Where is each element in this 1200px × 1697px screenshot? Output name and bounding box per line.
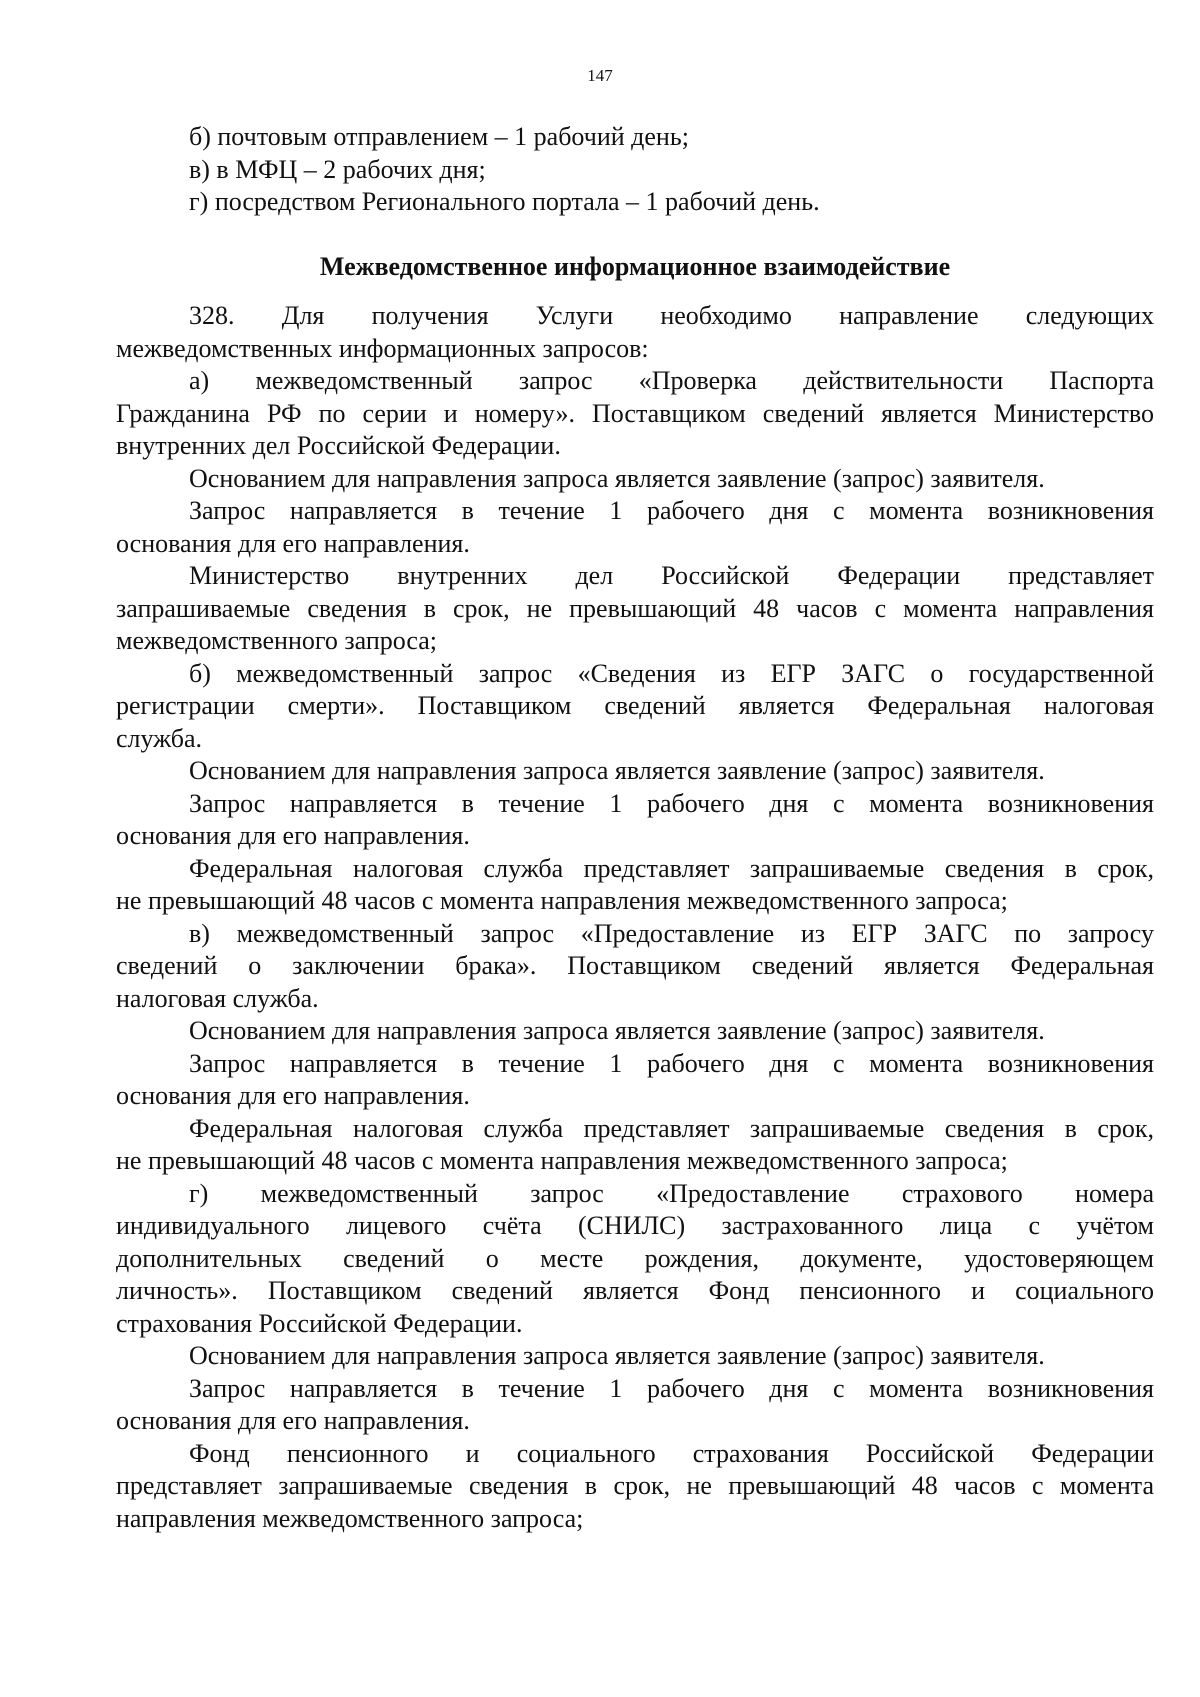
text-line: Основанием для направления запроса является заявление (запрос) заявителя. xyxy=(189,1341,1045,1370)
text-line: направления межведомственного запроса; xyxy=(116,1503,584,1533)
text-line: основания для его направления. xyxy=(116,1081,470,1110)
text-line: внутренних дел Российской Федерации. xyxy=(116,431,561,460)
text-line: Запрос направляется в течение 1 рабочего дня с момента возникновения xyxy=(189,788,1154,818)
text-line: Запрос направляется в течение 1 рабочего дня с момента возникновения xyxy=(189,1373,1154,1403)
text-line: Основанием для направления запроса является заявление (запрос) заявителя. xyxy=(189,756,1045,785)
text-line: Министерство внутренних дел Российской Федерации представляет xyxy=(189,561,1154,590)
list-item: б) почтовым отправлением – 1 рабочий день; xyxy=(189,122,689,151)
text-line: регистрации смерти». Поставщиком сведений является Федеральная налоговая xyxy=(116,691,1154,720)
text-line: межведомственных информационных запросов: xyxy=(116,333,649,363)
text-line: Федеральная налоговая служба представляет запрашиваемые сведения в срок, xyxy=(189,1113,1154,1143)
text-line: страхования Российской Федерации. xyxy=(116,1308,523,1338)
text-line: личность». Поставщиком сведений является Фонд пенсионного и социального xyxy=(116,1276,1154,1305)
list-item: в) в МФЦ – 2 рабочих дня; xyxy=(189,154,486,184)
text-line: основания для его направления. xyxy=(116,528,470,558)
text-line: в) межведомственный запрос «Предоставление из ЕГР ЗАГС по запросу xyxy=(189,918,1154,948)
text-line: представляет запрашиваемые сведения в срок, не превышающий 48 часов с момента xyxy=(116,1471,1154,1500)
text-line: основания для его направления. xyxy=(116,1406,470,1435)
list-item: г) посредством Регионального портала – 1 рабочий день. xyxy=(189,187,820,216)
page-number: 147 xyxy=(587,66,613,85)
text-line: сведений о заключении брака». Поставщиком сведений является Федеральная xyxy=(116,951,1154,980)
section-heading: Межведомственное информационное взаимодействие xyxy=(319,251,951,281)
text-line: дополнительных сведений о месте рождения, документе, удостоверяющем xyxy=(116,1243,1154,1273)
text-line: б) межведомственный запрос «Сведения из ЕГР ЗАГС о государственной xyxy=(189,658,1154,688)
text-line: налоговая служба. xyxy=(116,983,319,1013)
text-line: Фонд пенсионного и социального страхования Российской Федерации xyxy=(189,1438,1154,1468)
text-line: а) межведомственный запрос «Проверка действительности Паспорта xyxy=(189,366,1154,395)
text-line: Гражданина РФ по серии и номеру». Поставщиком сведений является Министерство xyxy=(116,398,1154,428)
text-line: запрашиваемые сведения в срок, не превышающий 48 часов с момента направления xyxy=(116,593,1154,623)
text-line: Запрос направляется в течение 1 рабочего дня с момента возникновения xyxy=(189,496,1154,525)
text-line: индивидуального лицевого счёта (СНИЛС) застрахованного лица с учётом xyxy=(116,1211,1154,1240)
text-line: Федеральная налоговая служба представляет запрашиваемые сведения в срок, xyxy=(189,853,1154,883)
text-line: г) межведомственный запрос «Предоставление страхового номера xyxy=(189,1178,1154,1208)
text-line: Основанием для направления запроса является заявление (запрос) заявителя. xyxy=(189,1016,1045,1045)
text-line: межведомственного запроса; xyxy=(116,626,438,655)
text-line: не превышающий 48 часов с момента направления межведомственного запроса; xyxy=(116,886,1008,915)
text-line: не превышающий 48 часов с момента направления межведомственного запроса; xyxy=(116,1146,1008,1175)
text-line: Запрос направляется в течение 1 рабочего дня с момента возникновения xyxy=(189,1048,1154,1078)
text-line: служба. xyxy=(116,723,203,753)
text-line: 328. Для получения Услуги необходимо направление следующих xyxy=(189,301,1154,330)
text-line: основания для его направления. xyxy=(116,821,470,850)
page-content xyxy=(116,121,1154,1535)
text-line: Основанием для направления запроса является заявление (запрос) заявителя. xyxy=(189,463,1045,493)
